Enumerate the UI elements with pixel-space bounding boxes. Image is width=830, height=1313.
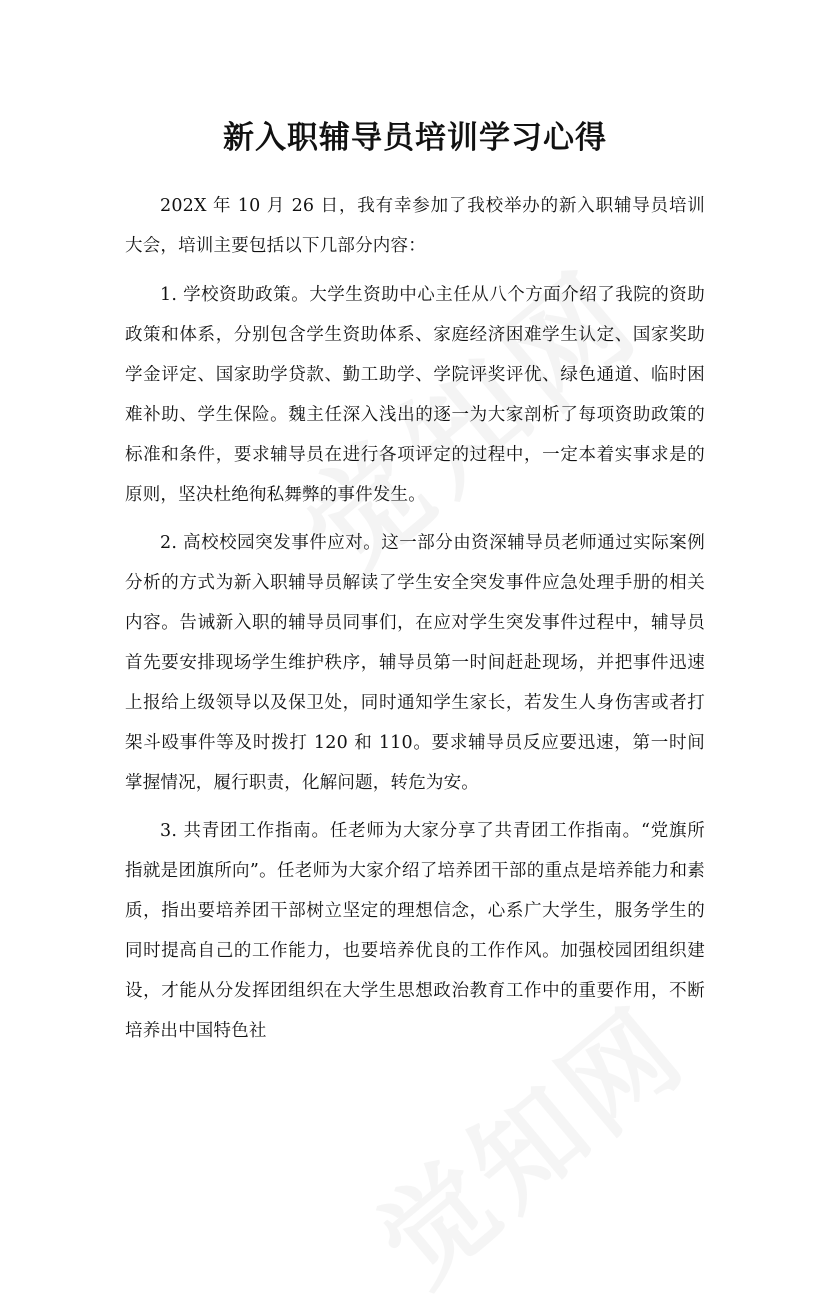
section-2-paragraph: 2. 高校校园突发事件应对。这一部分由资深辅导员老师通过实际案例分析的方式为新入职辅导员解读了学生安全突发事件应急处理手册的相关内容。告诫新入职的辅导员同事们，在应对学生突发事件过程中，辅导员首先要安排现场学生维护秩序，辅导员第一时间赶赴现场，并把事件迅速上报给上级领导以及保卫处，同时通知学生家长，若发生人身伤害或者打架斗殴事件等及时拨打 120 和 110。要求辅导员反应要迅速，第一时间掌握情况，履行职责，化解问题，转危为安。 [125,533,705,793]
document-title: 新入职辅导员培训学习心得 [223,120,607,156]
section-1-paragraph: 1. 学校资助政策。大学生资助中心主任从八个方面介绍了我院的资助政策和体系，分别包含学生资助体系、家庭经济困难学生认定、国家奖助学金评定、国家助学贷款、勤工助学、学院评奖评优、绿色通道、临时困难补助、学生保险。魏主任深入浅出的逐一为大家剖析了每项资助政策的标准和条件，要求辅导员在进行各项评定的过程中，一定本着实事求是的原则，坚决杜绝徇私舞弊的事件发生。 [125,285,705,505]
document-body [125,186,705,1059]
section-3-paragraph: 3. 共青团工作指南。任老师为大家分享了共青团工作指南。“党旗所指就是团旗所向”。任老师为大家介绍了培养团干部的重点是培养能力和素质，指出要培养团干部树立坚定的理想信念，心系广大学生，服务学生的同时提高自己的工作能力，也要培养优良的工作作风。加强校园团组织建设，才能从分发挥团组织在大学生思想政治教育工作中的重要作用，不断培养出中国特色社 [125,821,705,1041]
intro-paragraph: 202X 年 10 月 26 日，我有幸参加了我校举办的新入职辅导员培训大会，培训主要包括以下几部分内容： [125,196,705,256]
